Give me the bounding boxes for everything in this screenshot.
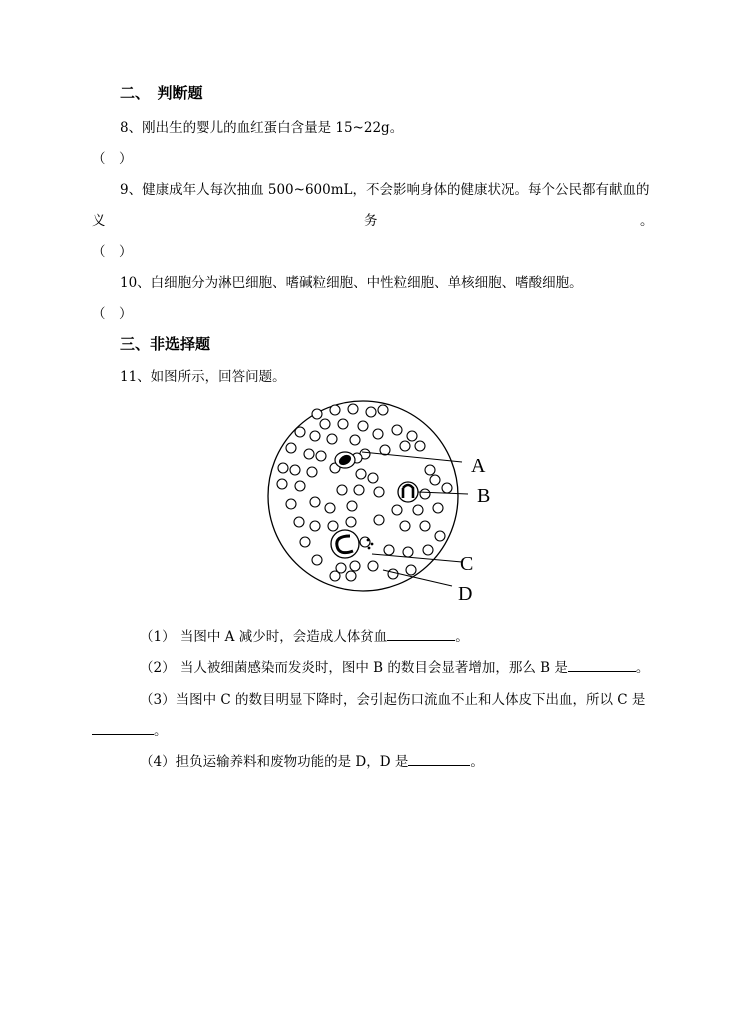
pointer-line-c <box>372 554 462 562</box>
sub-question-4-text: （4）担负运输养料和废物功能的是 D，D 是 <box>140 754 409 770</box>
answer-blank-4[interactable] <box>408 751 470 766</box>
sub-question-2 <box>140 656 649 676</box>
blood-smear-figure <box>255 390 505 605</box>
question-9-char-2: 务 <box>364 213 378 229</box>
question-9-end: 。 <box>640 213 654 229</box>
question-11: 11、如图所示，回答问题。 <box>120 369 286 385</box>
sub-question-4-end: 。 <box>470 754 484 770</box>
answer-paren-9[interactable]: （ ） <box>92 244 133 260</box>
label-c: C <box>460 553 474 575</box>
answer-blank-1[interactable] <box>387 626 455 641</box>
answer-paren-10[interactable]: （ ） <box>92 306 133 322</box>
question-10: 10、白细胞分为淋巴细胞、嗜碱粒细胞、中性粒细胞、单核细胞、嗜酸细胞。 <box>120 275 583 291</box>
sub-question-1 <box>140 625 469 645</box>
sub-question-2-end: 。 <box>635 660 650 676</box>
question-9: 9、健康成年人每次抽血 500~600mL，不会影响身体的健康状况。每个公民都有献血的 <box>120 182 650 198</box>
answer-blank-2[interactable] <box>568 657 636 672</box>
label-b: B <box>477 485 491 507</box>
question-9-char-1: 义 <box>92 213 106 229</box>
sub-question-2-text: （2） 当人被细菌感染而发炎时，图中 B 的数目会显著增加，那么 B 是 <box>140 660 568 676</box>
pointer-line-a <box>362 452 462 462</box>
label-d: D <box>458 583 473 605</box>
question-8: 8、刚出生的婴儿的血红蛋白含量是 15~22g。 <box>120 120 404 136</box>
sub-question-1-text: （1） 当图中 A 减少时，会造成人体贫血 <box>140 629 388 645</box>
sub-question-4 <box>140 750 484 770</box>
sub-question-3-end: 。 <box>154 723 168 739</box>
label-a: A <box>471 455 486 477</box>
sub-question-3-cont <box>92 719 168 739</box>
answer-blank-3[interactable] <box>92 720 154 735</box>
answer-paren-8[interactable]: （ ） <box>92 151 133 167</box>
section-title-nonchoice: 三、非选择题 <box>120 335 211 353</box>
sub-question-3: （3）当图中 C 的数目明显下降时，会引起伤口流血不止和人体皮下出血，所以 C 是 <box>140 692 646 708</box>
sub-question-1-end: 。 <box>455 629 469 645</box>
section-title-judgement: 二、 判断题 <box>120 84 203 102</box>
